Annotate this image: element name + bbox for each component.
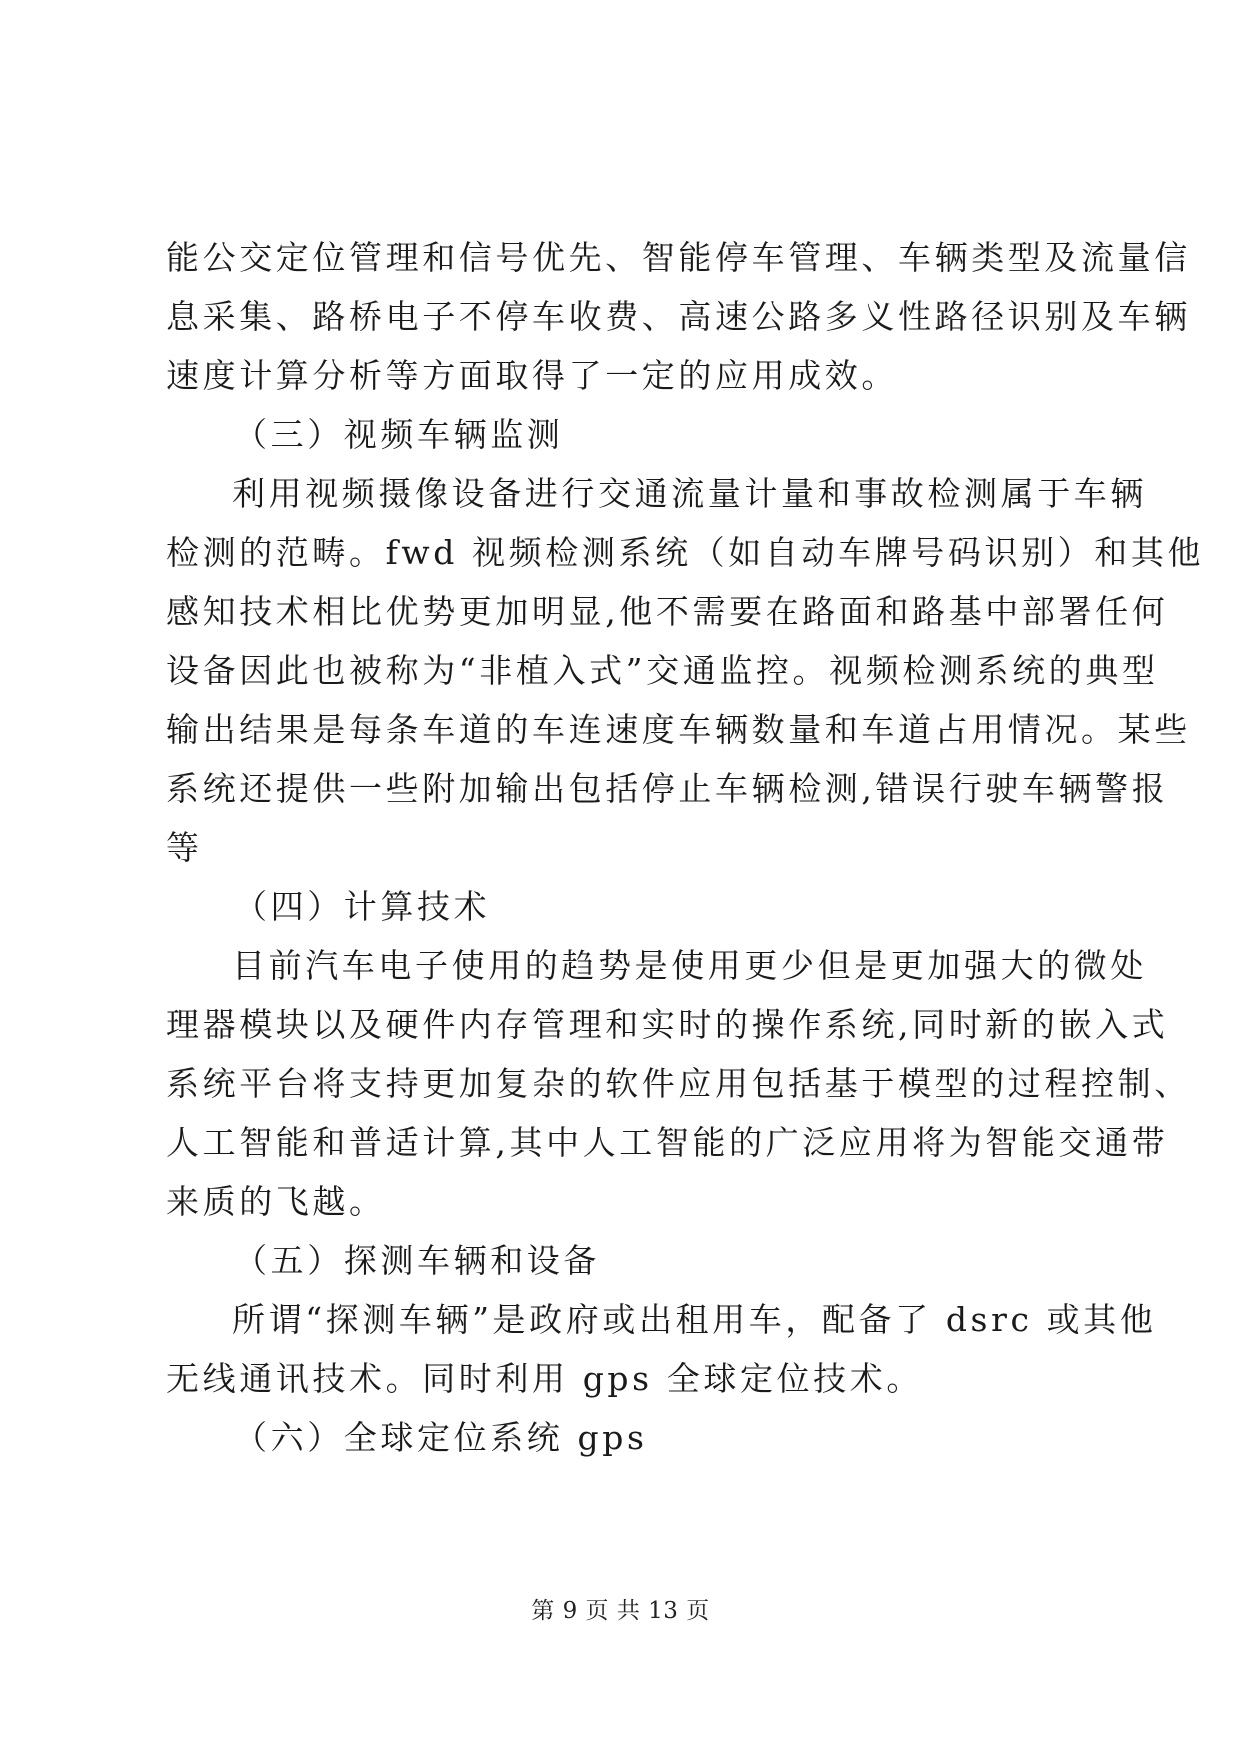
document-body xyxy=(166,228,1205,1467)
paragraph-line: 能公交定位管理和信号优先、智能停车管理、车辆类型及流量信 xyxy=(166,238,1191,277)
paragraph-line: 人工智能和普适计算,其中人工智能的广泛应用将为智能交通带 xyxy=(166,1123,1169,1162)
page-footer: 第 9 页 共 13 页 xyxy=(531,1598,710,1624)
paragraph-line: 输出结果是每条车道的车连速度车辆数量和车道占用情况。某些 xyxy=(166,710,1191,749)
section-heading-6: （六）全球定位系统 gps xyxy=(234,1418,648,1457)
paragraph-line: 检测的范畴。fwd 视频检测系统（如自动车牌号码识别）和其他 xyxy=(166,533,1205,572)
section-heading-3: （三）视频车辆监测 xyxy=(234,415,564,454)
paragraph-line: 系统平台将支持更加复杂的软件应用包括基于模型的过程控制、 xyxy=(166,1064,1191,1103)
paragraph-line: 所谓“探测车辆”是政府或出租用车，配备了 dsrc 或其他 xyxy=(232,1300,1157,1339)
paragraph-line: 感知技术相比优势更加明显,他不需要在路面和路基中部署任何 xyxy=(166,592,1169,631)
paragraph-line: 无线通讯技术。同时利用 gps 全球定位技术。 xyxy=(166,1359,923,1398)
paragraph-line: 速度计算分析等方面取得了一定的应用成效。 xyxy=(166,356,898,395)
paragraph-line: 目前汽车电子使用的趋势是使用更少但是更加强大的微处 xyxy=(232,946,1147,985)
paragraph-line: 设备因此也被称为“非植入式”交通监控。视频检测系统的典型 xyxy=(166,651,1159,690)
section-heading-5: （五）探测车辆和设备 xyxy=(234,1241,600,1280)
paragraph-line: 息采集、路桥电子不停车收费、高速公路多义性路径识别及车辆 xyxy=(166,297,1191,336)
paragraph-line: 利用视频摄像设备进行交通流量计量和事故检测属于车辆 xyxy=(232,474,1147,513)
paragraph-line: 理器模块以及硬件内存管理和实时的操作系统,同时新的嵌入式 xyxy=(166,1005,1169,1044)
paragraph-line: 等 xyxy=(166,828,203,867)
section-heading-4: （四）计算技术 xyxy=(234,887,491,926)
paragraph-line: 来质的飞越。 xyxy=(166,1182,386,1221)
paragraph-line: 系统还提供一些附加输出包括停止车辆检测,错误行驶车辆警报 xyxy=(166,769,1169,808)
